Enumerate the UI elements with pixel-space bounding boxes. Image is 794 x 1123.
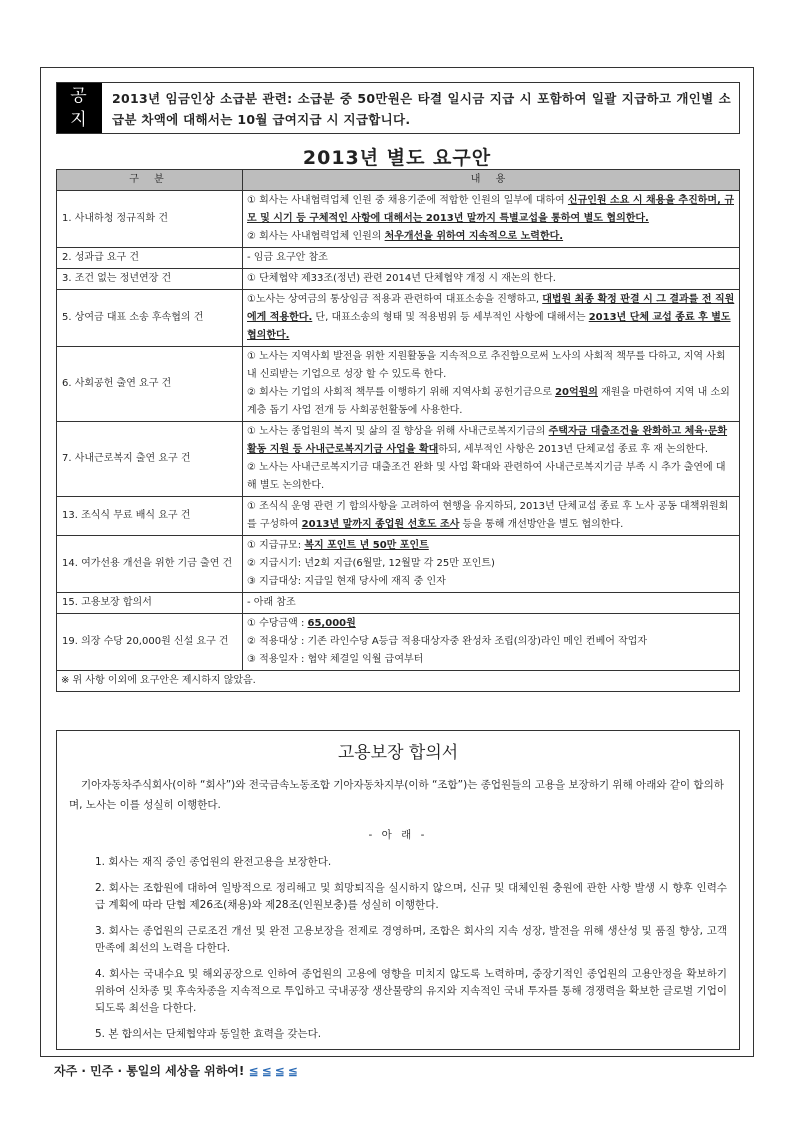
content-emphasis: 2013년 단체 교섭 종료 후 별도 협의한다. [247,312,731,341]
row-content [243,191,740,248]
row-item: 15. 고용보장 합의서 [57,593,243,614]
content-text: ① 노사는 종업원의 복지 및 삶의 질 향상을 위해 사내근로복지기금의 [247,426,549,437]
row-item: 14. 여가선용 개선을 위한 기금 출연 건 [57,536,243,593]
content-text: 등을 통해 개선방안을 별도 협의한다. [459,519,624,530]
notice-box [56,82,740,134]
content-text: 하되, 세부적인 사항은 2013년 단체교섭 종료 후 재 논의한다. [438,444,709,455]
content-text: ③ 지급대상: 지급일 현재 당사에 재직 중 인자 [247,576,446,587]
row-item: 2. 성과급 요구 건 [57,248,243,269]
list-item: 2. 회사는 조합원에 대하여 일방적으로 정리해고 및 희망퇴직을 실시하지 않으며, 신규 및 대체인원 충원에 관한 사항 발생 시 향후 인력수급 계획에 따라 단협 제26조(채용)와 제28조(인원보충)를 성실히 이행한다. [95,882,727,911]
row-item: 1. 사내하청 정규직화 건 [57,191,243,248]
table-row [57,269,740,290]
table-header-row [57,170,740,191]
content-text: 재원을 마련하여 지역 내 소외계층 돕기 사업 전개 등 사회공헌활동에 사용한다. [247,387,730,416]
row-content [243,347,740,422]
content-text: ② 회사는 기업의 사회적 책무를 이행하기 위해 지역사회 공헌기금으로 [247,387,556,398]
content-text: ① 조식식 운영 관련 기 합의사항을 고려하여 현행을 유지하되, 2013년 단체교섭 종료 후 노사 공동 대책위원회를 구성하여 [247,501,729,530]
slogan-text: 자주 · 민주 · 통일의 세상을 위하여! [54,1064,245,1078]
content-text: ① 회사는 사내협력업체 인원 중 채용기준에 적합한 인원의 일부에 대하여 [247,195,568,206]
table-row [57,248,740,269]
row-content: - 아래 참조 [243,593,740,614]
list-item: 3. 회사는 종업원의 근로조건 개선 및 완전 고용보장을 전제로 경영하며, 조합은 회사의 지속 성장, 발전을 위해 생산성 및 품질 향상, 고객만족에 최선의 노력을 다한다. [95,925,727,954]
table-row [57,593,740,614]
row-content: - 임금 요구안 참조 [243,248,740,269]
content-emphasis: 대법원 최종 확정 판결 시 그 결과를 전 직원에게 적용한다. [247,294,735,323]
row-content [243,614,740,671]
list-item: 1. 회사는 재직 중인 종업원의 완전고용을 보장한다. [95,856,332,868]
notice-label-1: 공 [70,86,89,106]
agreement-title: 고용보장 합의서 [337,743,459,763]
header-content: 내 용 [243,170,740,191]
content-emphasis: 신규인원 소요 시 채용을 추진하며, 규모 및 시기 등 구체적인 사항에 대해서는 2013년 말까지 특별교섭을 통하여 별도 협의한다. [247,195,735,224]
content-text: ② 적용대상 : 기존 라인수당 A등급 적용대상자중 완성차 조립(의장)라인 메인 컨베어 작업자 [247,636,648,647]
row-content [243,290,740,347]
content-emphasis: 복지 포인트 년 50만 포인트 [304,540,429,551]
table-row [57,347,740,422]
footer-slogan [54,1062,301,1079]
table-row [57,497,740,536]
notice-text: 2013년 임금인상 소급분 관련: 소급분 중 50만원은 타결 일시금 지급 시 포함하여 일괄 지급하고 개인별 소급분 차액에 대해서는 10월 급여지급 시 지급합니다. [112,91,731,127]
agreement-subheading: - 아 래 - [368,829,428,841]
notice-label-2: 지 [70,110,89,130]
row-content [243,422,740,497]
page-frame [40,67,754,1057]
row-item: 6. 사회공헌 출연 요구 건 [57,347,243,422]
content-text: ② 회사는 사내협력업체 인원의 [247,231,385,242]
row-content: ① 단체협약 제33조(정년) 관련 2014년 단체협약 개정 시 재논의 한다. [243,269,740,290]
table-footnote-row [57,671,740,692]
table-row [57,422,740,497]
table-row [57,536,740,593]
agreement-intro: 기아자동차주식회사(이하 “회사”)와 전국금속노동조합 기아자동차지부(이하 “조합”)는 종업원들의 고용을 보장하기 위해 아래와 같이 합의하며, 노사는 이를 성실히 이행한다. [69,779,724,811]
table-row [57,614,740,671]
header-item: 구 분 [57,170,243,191]
page-title: 2013년 별도 요구안 [302,147,492,169]
content-text: ① 수당금액 : [247,618,308,629]
content-emphasis: 20억원의 [555,387,598,398]
content-text: ② 노사는 사내근로복지기금 대출조건 완화 및 사업 확대와 관련하여 사내근로복지기금 부족 시 추가 출연에 대해 별도 논의한다. [247,462,726,491]
row-item: 13. 조식식 무료 배식 요구 건 [57,497,243,536]
row-item: 7. 사내근로복지 출연 요구 건 [57,422,243,497]
notice-label [57,83,102,133]
row-item: 5. 상여금 대표 소송 후속협의 건 [57,290,243,347]
wave-icon: ≦≦≦≦ [248,1064,301,1078]
list-item: 5. 본 합의서는 단체협약과 동일한 효력을 갖는다. [95,1028,322,1040]
list-item: 4. 회사는 국내수요 및 해외공장으로 인하여 종업원의 고용에 영향을 미치지 않도록 노력하며, 중장기적인 종업원의 고용안정을 확보하기 위하여 신차종 및 후속차종을 지속적으로 투입하고 국내공장 생산물량의 유지와 지속적인 국내 투자를 통해 경쟁력을 확보한 글로벌 기업이 되도록 최선을 다한다. [95,968,727,1014]
employment-agreement [56,730,740,1050]
row-content [243,536,740,593]
requests-table [56,169,740,692]
content-text: ① 노사는 지역사회 발전을 위한 지원활동을 지속적으로 추진함으로써 노사의 사회적 책무를 다하고, 지역 사회 내 신뢰받는 기업으로 성장 할 수 있도록 한다. [247,351,726,380]
table-row [57,290,740,347]
row-content [243,497,740,536]
content-text: ② 지급시기: 년2회 지급(6월말, 12월말 각 25만 포인트) [247,558,495,569]
row-item: 19. 의장 수당 20,000원 신설 요구 건 [57,614,243,671]
content-emphasis: 주택자금 대출조건을 완화하고 체육·문화 활동 지원 등 사내근로복지기금 사업을 확대 [247,426,728,455]
table-footnote: ※ 위 사항 이외에 요구안은 제시하지 않았음. [57,671,740,692]
content-text: ③ 적용일자 : 협약 체결일 익월 급여부터 [247,654,424,665]
table-row [57,191,740,248]
content-emphasis: 2013년 말까지 종업원 선호도 조사 [301,519,460,530]
content-text: ① 지급규모: [247,540,305,551]
row-item: 3. 조건 없는 정년연장 건 [57,269,243,290]
agreement-list [57,854,739,1043]
content-text: ①노사는 상여금의 통상임금 적용과 관련하여 대표소송을 진행하고, [247,294,543,305]
content-emphasis: 65,000원 [307,618,356,629]
content-emphasis: 처우개선을 위하여 지속적으로 노력한다. [384,231,564,242]
content-text: 단, 대표소송의 형태 및 적용범위 등 세부적인 사항에 대해서는 [312,312,589,323]
